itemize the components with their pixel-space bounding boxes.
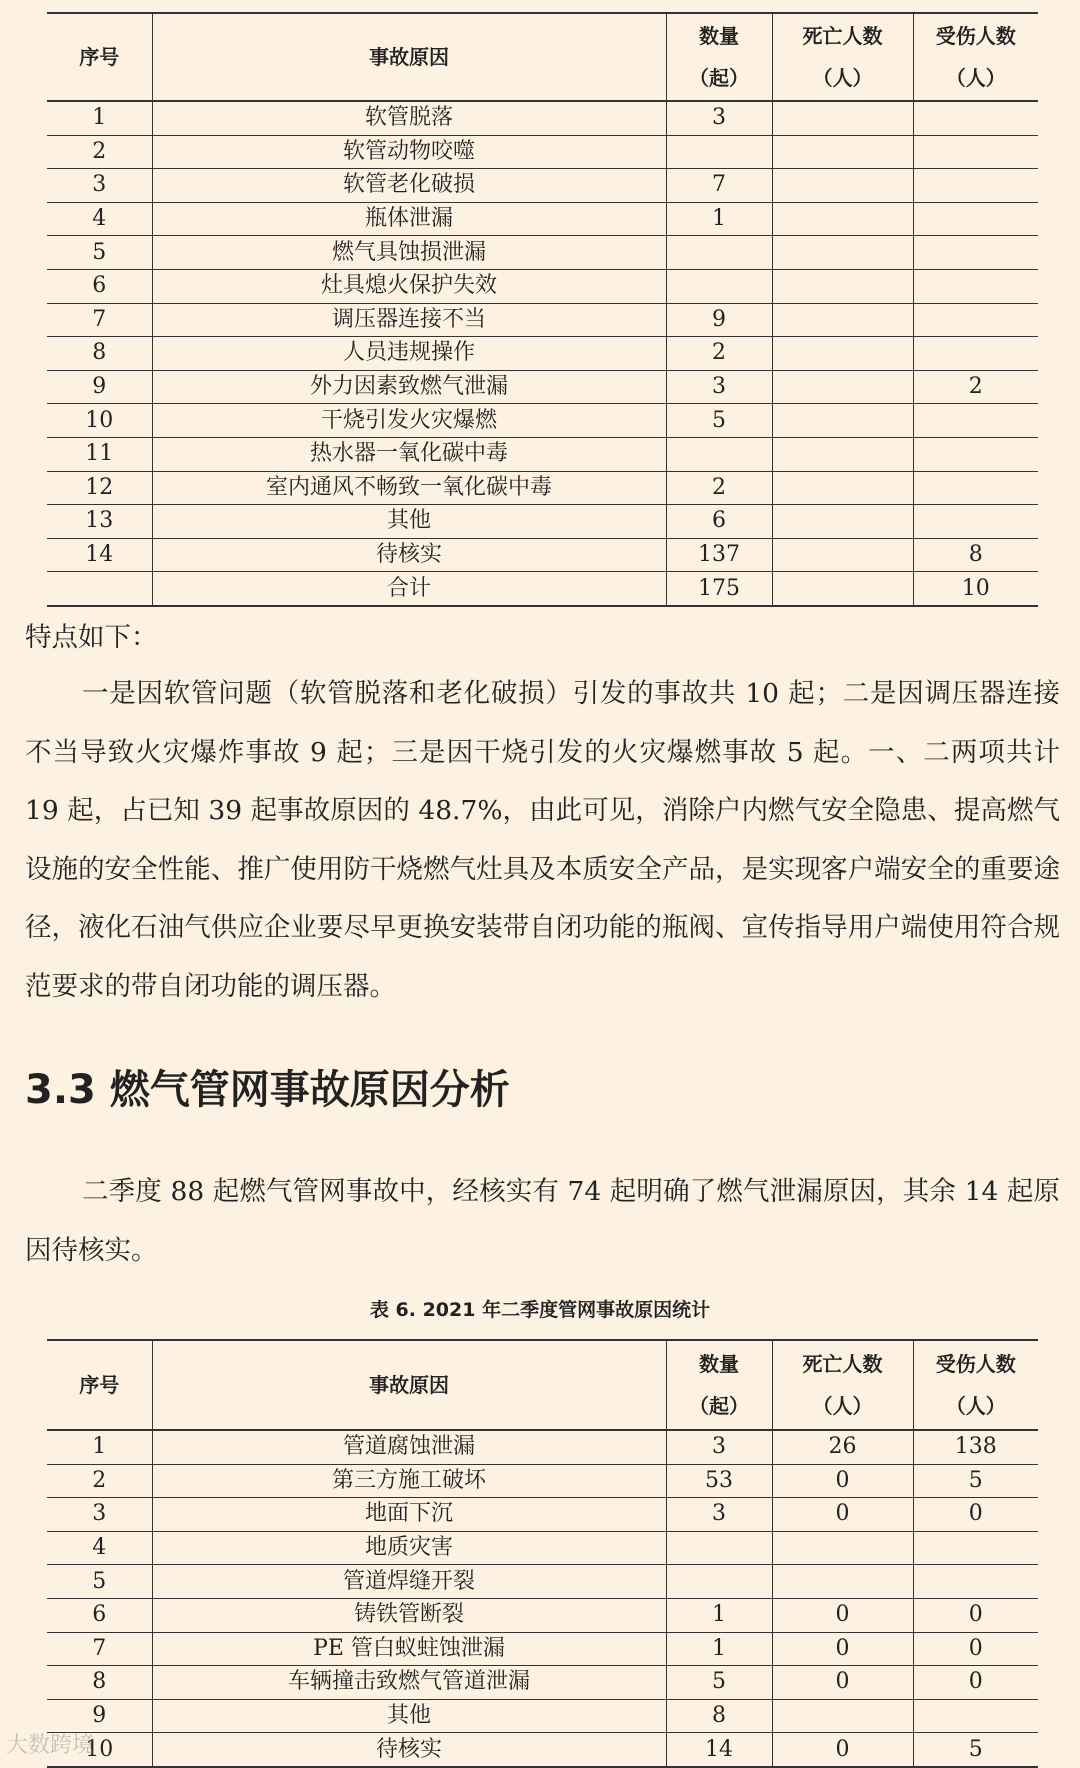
cell-no bbox=[47, 572, 152, 606]
header-no: 序号 bbox=[47, 1340, 152, 1430]
cell-cause: 其他 bbox=[152, 505, 666, 539]
cell-cause: 软管老化破损 bbox=[152, 169, 666, 203]
table2-pipeline-accident-causes bbox=[47, 1339, 1038, 1768]
cell-cause: 灶具熄火保护失效 bbox=[152, 269, 666, 303]
cell-cause: 铸铁管断裂 bbox=[152, 1598, 666, 1632]
cell-no: 12 bbox=[47, 471, 152, 505]
cell-deaths bbox=[772, 1699, 913, 1733]
cell-injured bbox=[913, 1699, 1038, 1733]
cell-no: 10 bbox=[47, 1733, 152, 1767]
header-count-line1: 数量 bbox=[699, 1352, 739, 1376]
cell-injured: 0 bbox=[913, 1498, 1038, 1532]
cell-count: 2 bbox=[666, 337, 772, 371]
cell-deaths: 0 bbox=[772, 1632, 913, 1666]
cell-count: 8 bbox=[666, 1699, 772, 1733]
table2-header-row bbox=[47, 1340, 1038, 1430]
table-row bbox=[47, 572, 1038, 606]
cell-cause: 地质灾害 bbox=[152, 1531, 666, 1565]
cell-deaths bbox=[772, 202, 913, 236]
header-injured-line1: 受伤人数 bbox=[935, 1352, 1016, 1376]
cell-deaths bbox=[772, 404, 913, 438]
table-row bbox=[47, 1632, 1038, 1666]
table-row bbox=[47, 169, 1038, 203]
cell-no: 5 bbox=[47, 236, 152, 270]
header-deaths-line2: （人） bbox=[812, 66, 873, 90]
table1-body bbox=[47, 101, 1038, 606]
header-count bbox=[666, 13, 772, 101]
table-row bbox=[47, 471, 1038, 505]
cell-no: 8 bbox=[47, 1666, 152, 1700]
cell-count: 1 bbox=[666, 1632, 772, 1666]
cell-no: 13 bbox=[47, 505, 152, 539]
cell-count bbox=[666, 1531, 772, 1565]
header-deaths-line1: 死亡人数 bbox=[802, 24, 883, 48]
table-row bbox=[47, 1733, 1038, 1767]
cell-count: 5 bbox=[666, 404, 772, 438]
cell-cause: 管道腐蚀泄漏 bbox=[152, 1430, 666, 1464]
table-row bbox=[47, 1498, 1038, 1532]
cell-cause: 人员违规操作 bbox=[152, 337, 666, 371]
cell-injured: 5 bbox=[913, 1733, 1038, 1767]
cell-deaths bbox=[772, 1531, 913, 1565]
header-injured-line2: （人） bbox=[945, 66, 1006, 90]
cell-deaths bbox=[772, 1565, 913, 1599]
features-paragraph: 一是因软管问题（软管脱落和老化破损）引发的事故共 10 起；二是因调压器连接不当导致火灾爆炸事故 9 起；三是因干烧引发的火灾爆燃事故 5 起。一、二两项共计 19 起，占已知 39 起事故原因的 48.7%，由此可见，消除户内燃气安全隐患、提高燃气设施的安全性能、推广使用防干烧燃气灶具及本质安全产品，是实现客户端安全的重要途径，液化石油气供应企业要尽早更换安装带自闭功能的瓶阀、宣传指导用户端使用符合规范要求的带自闭功能的调压器。 bbox=[25, 678, 1060, 1002]
cell-injured bbox=[913, 303, 1038, 337]
cell-no: 8 bbox=[47, 337, 152, 371]
cell-deaths bbox=[772, 471, 913, 505]
summary-paragraph: 二季度 88 起燃气管网事故中，经核实有 74 起明确了燃气泄漏原因，其余 14 起原因待核实。 bbox=[25, 1176, 1060, 1266]
cell-count bbox=[666, 135, 772, 169]
cell-deaths bbox=[772, 236, 913, 270]
header-injured bbox=[913, 13, 1038, 101]
table-row bbox=[47, 404, 1038, 438]
cell-injured: 8 bbox=[913, 538, 1038, 572]
cell-deaths bbox=[772, 337, 913, 371]
header-deaths-line2: （人） bbox=[812, 1394, 873, 1418]
table1-accident-causes bbox=[47, 12, 1038, 607]
header-no: 序号 bbox=[47, 13, 152, 101]
cell-deaths: 26 bbox=[772, 1430, 913, 1464]
cell-deaths bbox=[772, 101, 913, 135]
cell-injured: 10 bbox=[913, 572, 1038, 606]
cell-count: 53 bbox=[666, 1464, 772, 1498]
table-row bbox=[47, 1464, 1038, 1498]
watermark: 大数跨境 bbox=[6, 1733, 95, 1758]
cell-no: 6 bbox=[47, 269, 152, 303]
cell-deaths bbox=[772, 303, 913, 337]
cell-count: 6 bbox=[666, 505, 772, 539]
table-row bbox=[47, 1430, 1038, 1464]
cell-cause: 热水器一氧化碳中毒 bbox=[152, 437, 666, 471]
cell-cause: 外力因素致燃气泄漏 bbox=[152, 370, 666, 404]
header-count-line1: 数量 bbox=[699, 24, 739, 48]
cell-cause: 室内通风不畅致一氧化碳中毒 bbox=[152, 471, 666, 505]
cell-cause: 车辆撞击致燃气管道泄漏 bbox=[152, 1666, 666, 1700]
table1-header-row bbox=[47, 13, 1038, 101]
cell-no: 4 bbox=[47, 202, 152, 236]
cell-cause: 地面下沉 bbox=[152, 1498, 666, 1532]
cell-injured bbox=[913, 269, 1038, 303]
header-count-line2: （起） bbox=[689, 1394, 749, 1418]
cell-injured: 0 bbox=[913, 1666, 1038, 1700]
cell-no: 3 bbox=[47, 169, 152, 203]
cell-injured bbox=[913, 135, 1038, 169]
table-row bbox=[47, 101, 1038, 135]
header-cause: 事故原因 bbox=[152, 13, 666, 101]
cell-deaths bbox=[772, 269, 913, 303]
cell-deaths: 0 bbox=[772, 1733, 913, 1767]
header-cause: 事故原因 bbox=[152, 1340, 666, 1430]
cell-count: 5 bbox=[666, 1666, 772, 1700]
cell-cause: 管道焊缝开裂 bbox=[152, 1565, 666, 1599]
cell-count bbox=[666, 236, 772, 270]
cell-deaths bbox=[772, 169, 913, 203]
cell-injured bbox=[913, 1565, 1038, 1599]
cell-injured: 2 bbox=[913, 370, 1038, 404]
cell-count: 1 bbox=[666, 202, 772, 236]
cell-no: 2 bbox=[47, 1464, 152, 1498]
cell-count: 3 bbox=[666, 1498, 772, 1532]
cell-injured bbox=[913, 437, 1038, 471]
table-row bbox=[47, 437, 1038, 471]
cell-injured: 138 bbox=[913, 1430, 1038, 1464]
cell-no: 1 bbox=[47, 1430, 152, 1464]
table2-caption: 表 6. 2021 年二季度管网事故原因统计 bbox=[369, 1299, 711, 1321]
table-row bbox=[47, 505, 1038, 539]
cell-no: 9 bbox=[47, 1699, 152, 1733]
cell-injured bbox=[913, 101, 1038, 135]
cell-cause: 其他 bbox=[152, 1699, 666, 1733]
cell-no: 7 bbox=[47, 303, 152, 337]
cell-count: 3 bbox=[666, 101, 772, 135]
cell-cause: 瓶体泄漏 bbox=[152, 202, 666, 236]
section-heading: 3.3 燃气管网事故原因分析 bbox=[25, 1067, 510, 1113]
cell-no: 11 bbox=[47, 437, 152, 471]
table-row bbox=[47, 337, 1038, 371]
cell-injured: 0 bbox=[913, 1632, 1038, 1666]
cell-count: 14 bbox=[666, 1733, 772, 1767]
cell-count bbox=[666, 1565, 772, 1599]
cell-cause: PE 管白蚁蛀蚀泄漏 bbox=[152, 1632, 666, 1666]
table-row bbox=[47, 370, 1038, 404]
cell-deaths bbox=[772, 370, 913, 404]
cell-no: 6 bbox=[47, 1598, 152, 1632]
cell-injured bbox=[913, 471, 1038, 505]
header-count bbox=[666, 1340, 772, 1430]
cell-count: 2 bbox=[666, 471, 772, 505]
cell-cause: 待核实 bbox=[152, 538, 666, 572]
cell-deaths bbox=[772, 505, 913, 539]
cell-count: 137 bbox=[666, 538, 772, 572]
cell-injured bbox=[913, 202, 1038, 236]
header-injured-line2: （人） bbox=[945, 1394, 1006, 1418]
table-row bbox=[47, 538, 1038, 572]
cell-count: 9 bbox=[666, 303, 772, 337]
cell-count: 175 bbox=[666, 572, 772, 606]
cell-cause: 第三方施工破坏 bbox=[152, 1464, 666, 1498]
header-injured bbox=[913, 1340, 1038, 1430]
cell-injured bbox=[913, 505, 1038, 539]
cell-cause: 合计 bbox=[152, 572, 666, 606]
cell-count: 3 bbox=[666, 370, 772, 404]
cell-deaths: 0 bbox=[772, 1598, 913, 1632]
cell-count: 7 bbox=[666, 169, 772, 203]
table-row bbox=[47, 1699, 1038, 1733]
cell-deaths bbox=[772, 538, 913, 572]
cell-cause: 干烧引发火灾爆燃 bbox=[152, 404, 666, 438]
header-deaths bbox=[772, 13, 913, 101]
cell-cause: 软管动物咬噬 bbox=[152, 135, 666, 169]
cell-count bbox=[666, 437, 772, 471]
table-row bbox=[47, 303, 1038, 337]
table-row bbox=[47, 1531, 1038, 1565]
table-row bbox=[47, 236, 1038, 270]
cell-cause: 软管脱落 bbox=[152, 101, 666, 135]
features-label: 特点如下： bbox=[25, 622, 158, 653]
cell-count bbox=[666, 269, 772, 303]
table-row bbox=[47, 1598, 1038, 1632]
cell-deaths: 0 bbox=[772, 1498, 913, 1532]
cell-no: 7 bbox=[47, 1632, 152, 1666]
cell-no: 10 bbox=[47, 404, 152, 438]
cell-deaths bbox=[772, 437, 913, 471]
cell-cause: 待核实 bbox=[152, 1733, 666, 1767]
cell-no: 3 bbox=[47, 1498, 152, 1532]
cell-no: 1 bbox=[47, 101, 152, 135]
cell-no: 5 bbox=[47, 1565, 152, 1599]
cell-injured bbox=[913, 337, 1038, 371]
header-deaths bbox=[772, 1340, 913, 1430]
cell-injured bbox=[913, 1531, 1038, 1565]
table-row bbox=[47, 202, 1038, 236]
table-row bbox=[47, 269, 1038, 303]
cell-no: 2 bbox=[47, 135, 152, 169]
cell-injured bbox=[913, 169, 1038, 203]
cell-no: 14 bbox=[47, 538, 152, 572]
header-injured-line1: 受伤人数 bbox=[935, 24, 1016, 48]
header-deaths-line1: 死亡人数 bbox=[802, 1352, 883, 1376]
cell-no: 4 bbox=[47, 1531, 152, 1565]
cell-deaths bbox=[772, 572, 913, 606]
cell-injured: 0 bbox=[913, 1598, 1038, 1632]
cell-injured: 5 bbox=[913, 1464, 1038, 1498]
cell-deaths: 0 bbox=[772, 1666, 913, 1700]
cell-no: 9 bbox=[47, 370, 152, 404]
header-count-line2: （起） bbox=[689, 66, 749, 90]
table-row bbox=[47, 1666, 1038, 1700]
cell-count: 3 bbox=[666, 1430, 772, 1464]
cell-deaths bbox=[772, 135, 913, 169]
table-row bbox=[47, 135, 1038, 169]
cell-deaths: 0 bbox=[772, 1464, 913, 1498]
cell-cause: 燃气具蚀损泄漏 bbox=[152, 236, 666, 270]
table2-body bbox=[47, 1430, 1038, 1767]
cell-injured bbox=[913, 236, 1038, 270]
table-row bbox=[47, 1565, 1038, 1599]
cell-cause: 调压器连接不当 bbox=[152, 303, 666, 337]
cell-injured bbox=[913, 404, 1038, 438]
cell-count: 1 bbox=[666, 1598, 772, 1632]
